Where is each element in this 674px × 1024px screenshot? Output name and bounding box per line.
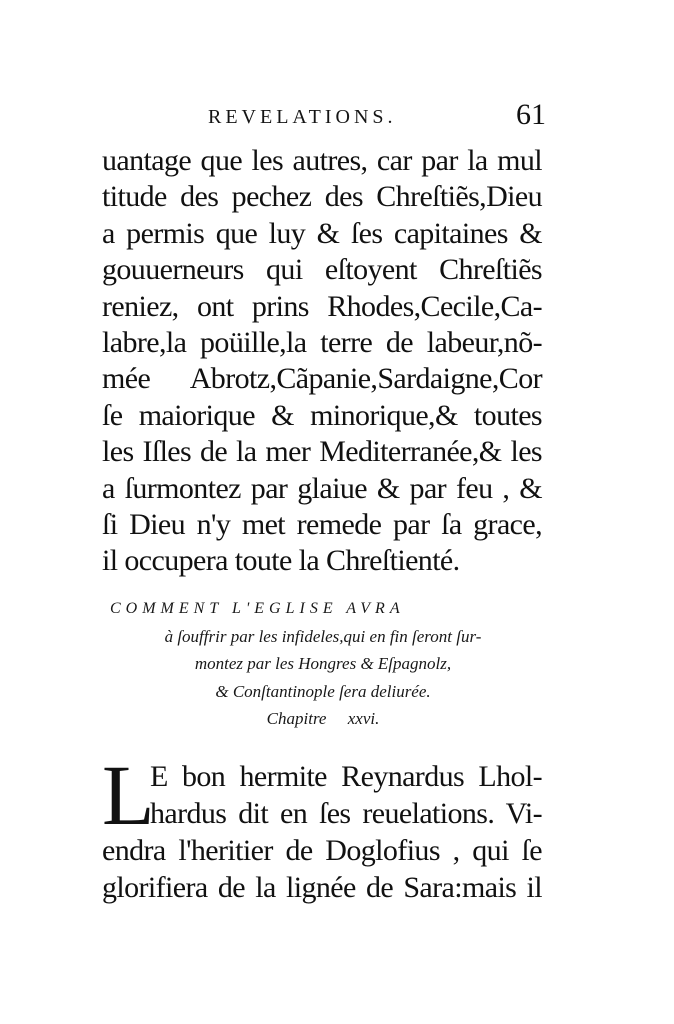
chapter-heading-line: montez par les Hongres & Eſpagnolz, — [194, 654, 452, 673]
text-line: gouuerneurs qui eſtoyent Chreſtiẽs — [102, 253, 542, 287]
text-line last-line: il occupera toute la Chreſtienté. — [102, 544, 460, 578]
running-head — [100, 98, 546, 138]
text-line: hardus dit en ſes reuelations. Vi- — [150, 797, 542, 830]
text-line: mée Abrotz,Cãpanie,Sardaigne,Cor — [102, 362, 542, 396]
text-line: ſi Dieu n'y met remede par ſa grace, — [102, 507, 542, 541]
text-line: titude des pechez des Chreſtiẽs,Dieu — [102, 180, 542, 214]
text-line: glorifiera de la lignée de Sara:mais il — [102, 871, 542, 904]
paragraph-2 — [102, 747, 542, 906]
text-line: uantage que les autres, car par la mul — [102, 144, 542, 177]
text-line: labre,la poüille,la terre de labeur,nõ- — [102, 325, 542, 359]
chapter-heading-line: à ſouffrir par les infideles,qui en fin ſeront ſur- — [164, 626, 482, 646]
chapter-heading-line: COMMENT L'EGLISE AVRA — [110, 600, 405, 617]
text-line: a ſurmontez par glaiue & par feu , & — [102, 471, 542, 505]
text-line: reniez, ont prins Rhodes,Cecile,Ca- — [102, 289, 542, 323]
paragraph-1 — [102, 143, 542, 580]
page-number: 61 — [516, 98, 546, 131]
text-line: E bon hermite Reynardus Lhol- — [150, 760, 542, 793]
text-line: ſe maiorique & minorique,& toutes — [102, 398, 542, 432]
text-line: endra l'heritier de Doglofius , qui ſe — [102, 834, 542, 867]
chapter-number: Chapitre xxvi. — [266, 709, 380, 728]
chapter-heading — [98, 595, 548, 733]
text-line: a permis que luy & ſes capitaines & — [102, 216, 542, 250]
running-head-title: REVELATIONS. — [208, 106, 397, 128]
chapter-heading-line: & Conſtantinople ſera deliurée. — [215, 681, 431, 701]
text-line: les Iſles de la mer Mediterranée,& les — [102, 435, 542, 469]
drop-cap: L — [102, 747, 155, 843]
